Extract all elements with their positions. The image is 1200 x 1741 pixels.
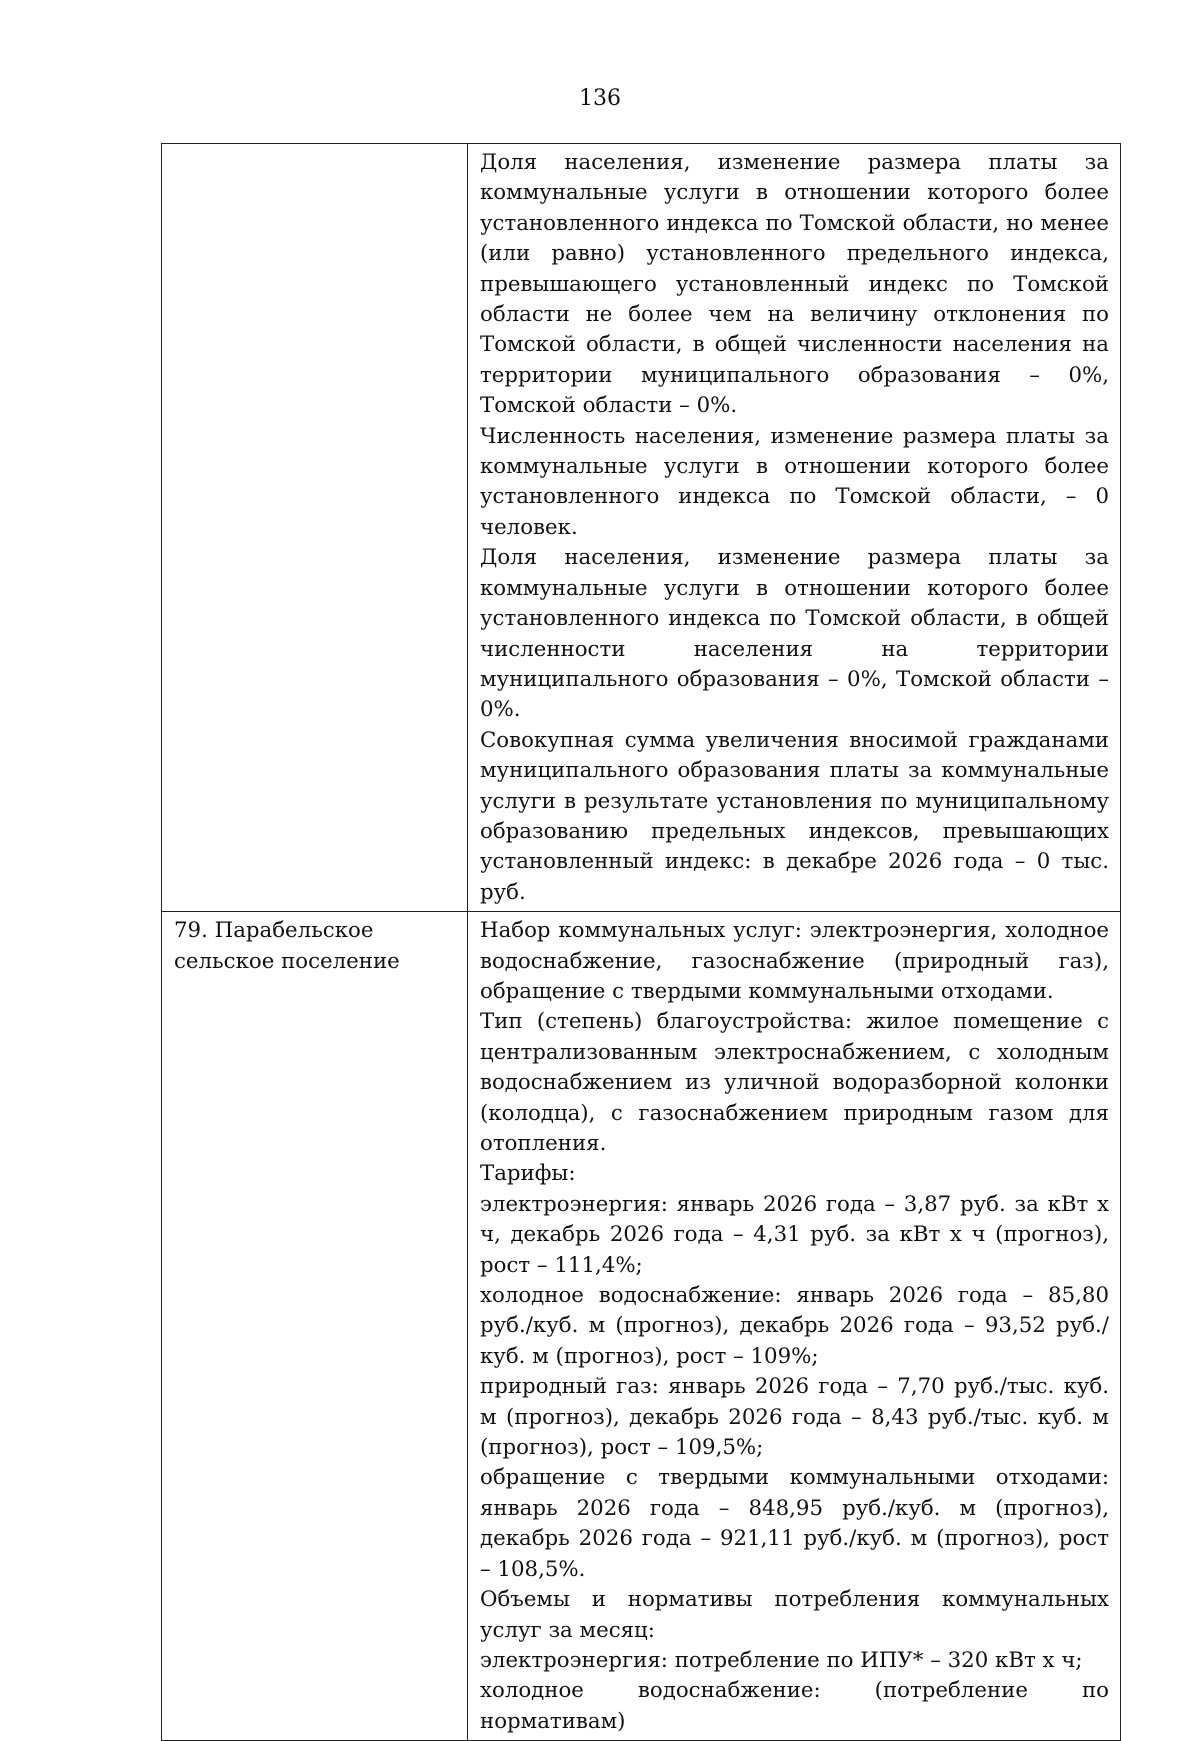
page-number: 136 [579,86,621,111]
paragraph: Объемы и нормативы потребления коммунальных услуг за месяц: [480,1587,1109,1643]
paragraph: Совокупная сумма увеличения вносимой гражданами муниципального образования платы за коммунальные услуги в результате установления по муниципальному образованию предельных индексов, превышающих установленный индекс: в декабре 2026 года – 0 тыс. руб. [480,727,1109,905]
paragraph: Численность населения, изменение размера платы за коммунальные услуги в отношении которого более установленного индекса по Томской области, – 0 человек. [480,423,1109,540]
description-cell [468,144,1121,912]
paragraph: электроэнергия: потребление по ИПУ* – 320 кВт х ч; [480,1647,1083,1673]
description-cell [468,912,1121,1741]
paragraph: холодное водоснабжение: январь 2026 года – 85,80 руб./куб. м (прогноз), декабрь 2026 года – 93,52 руб./куб. м (прогноз), рост – 109%; [480,1283,1109,1369]
paragraph: Набор коммунальных услуг: электроэнергия, холодное водоснабжение, газоснабжение (природный газ), обращение с твердыми коммунальными отходами. [480,918,1109,1004]
paragraph: обращение с твердыми коммунальными отходами: январь 2026 года – 848,95 руб./куб. м (прогноз), декабрь 2026 года – 921,11 руб./куб. м (прогноз), рост – 108,5%. [480,1465,1109,1582]
table-row [162,144,1121,912]
paragraph: электроэнергия: январь 2026 года – 3,87 руб. за кВт х ч, декабрь 2026 года – 4,31 руб. за кВт х ч (прогноз), рост – 111,4%; [480,1191,1109,1278]
paragraph: Тип (степень) благоустройства: жилое помещение с централизованным электроснабжением, с холодным водоснабжением из уличной водоразборной колонки (колодца), с газоснабжением природным газом для отопления. [480,1009,1109,1156]
indicators-table [161,143,1121,1741]
municipality-name: 79. Парабельское сельское поселение [174,918,400,974]
paragraph: природный газ: январь 2026 года – 7,70 руб./тыс. куб. м (прогноз), декабрь 2026 года – 8,43 руб./тыс. куб. м (прогноз), рост – 109,5%; [480,1374,1109,1461]
paragraph: Доля населения, изменение размера платы за коммунальные услуги в отношении которого более установленного индекса по Томской области, но менее (или равно) установленного предельного индекса, превышающего установленный индекс по Томской области не более чем на величину отклонения по Томской области, в общей численности населения на территории муниципального образования – 0%, Томской области – 0%. [480,150,1109,419]
municipality-cell [162,144,468,912]
municipality-cell [162,912,468,1741]
paragraph: Тарифы: [480,1161,576,1187]
table-row [162,912,1121,1741]
paragraph: Доля населения, изменение размера платы за коммунальные услуги в отношении которого более установленного индекса по Томской области, в общей численности населения на территории муниципального образования – 0%, Томской области – 0%. [480,545,1109,723]
paragraph: холодное водоснабжение: (потребление по нормативам) [480,1678,1109,1734]
